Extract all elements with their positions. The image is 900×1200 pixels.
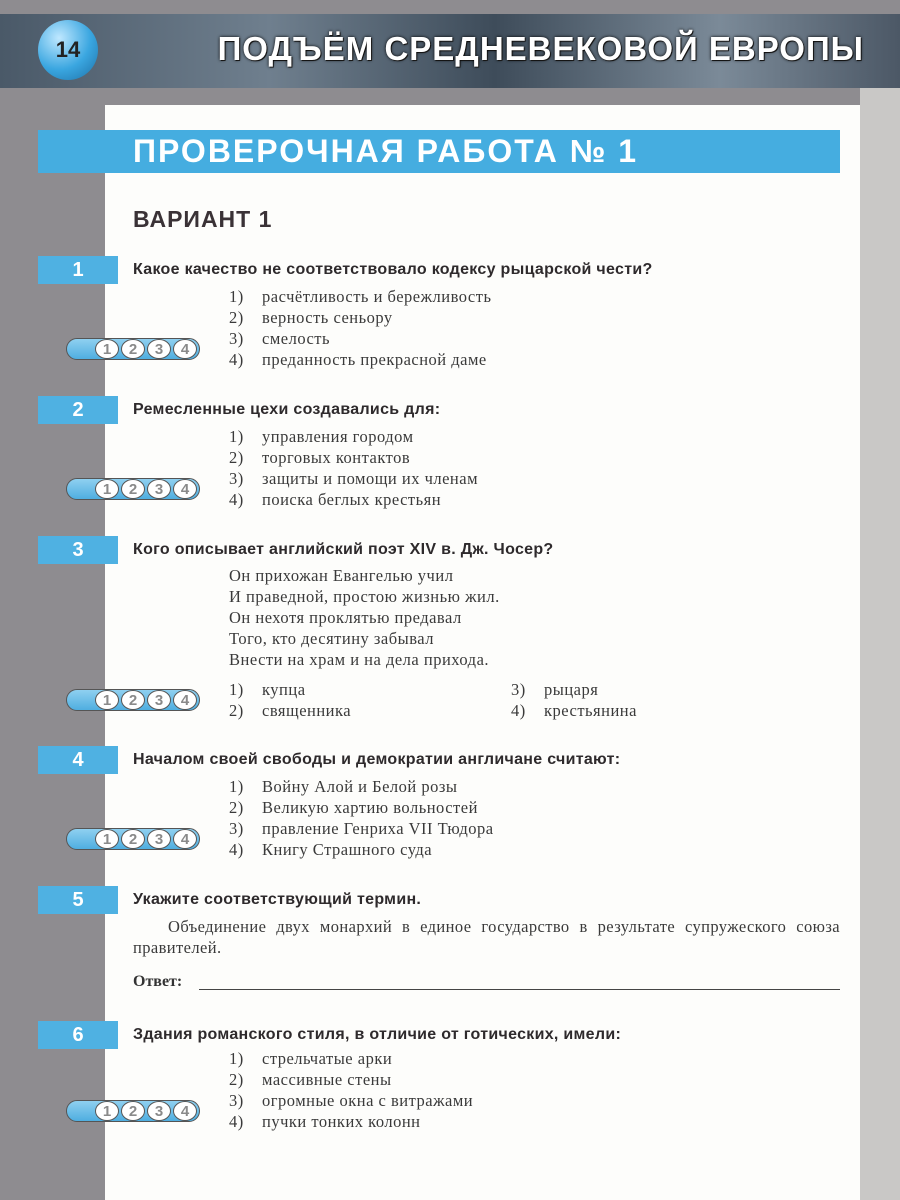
option-text: управления городом bbox=[262, 427, 414, 446]
option-number: 1) bbox=[229, 427, 244, 446]
option-text: Книгу Страшного суда bbox=[262, 840, 433, 859]
answer-input-line[interactable] bbox=[199, 989, 840, 990]
option-item bbox=[229, 818, 494, 839]
option-number: 4) bbox=[229, 1112, 244, 1131]
option-text: священника bbox=[262, 701, 352, 720]
option-item bbox=[229, 489, 478, 510]
answer-bubble-4[interactable]: 4 bbox=[173, 829, 197, 849]
option-item bbox=[229, 700, 351, 721]
option-item bbox=[229, 776, 494, 797]
answer-bubble-2[interactable]: 2 bbox=[121, 1101, 145, 1121]
poem-line: Он прихожан Евангелью учил bbox=[229, 566, 454, 585]
option-item bbox=[229, 468, 478, 489]
answer-bubble-3[interactable]: 3 bbox=[147, 690, 171, 710]
option-text: рыцаря bbox=[544, 680, 599, 699]
option-number: 4) bbox=[229, 490, 244, 509]
question-number: 3 bbox=[38, 536, 118, 564]
right-margin bbox=[860, 88, 900, 1200]
option-item bbox=[229, 426, 478, 447]
option-number: 4) bbox=[511, 701, 526, 720]
option-number: 3) bbox=[511, 680, 526, 699]
answer-bubbles bbox=[66, 338, 200, 360]
option-item bbox=[229, 679, 351, 700]
option-text: стрельчатые арки bbox=[262, 1049, 393, 1068]
answer-bubble-4[interactable]: 4 bbox=[173, 479, 197, 499]
question-number: 1 bbox=[38, 256, 118, 284]
option-item bbox=[229, 839, 494, 860]
question-number: 4 bbox=[38, 746, 118, 774]
option-number: 2) bbox=[229, 1070, 244, 1089]
option-text: защиты и помощи их членам bbox=[262, 469, 479, 488]
option-number: 3) bbox=[229, 1091, 244, 1110]
answer-bubble-3[interactable]: 3 bbox=[147, 1101, 171, 1121]
option-item bbox=[511, 700, 637, 721]
poem bbox=[229, 565, 500, 670]
question-number: 6 bbox=[38, 1021, 118, 1049]
option-number: 2) bbox=[229, 448, 244, 467]
title-bar bbox=[38, 130, 840, 173]
question-text: Кого описывает английский поэт XIV в. Дж. Чосер? bbox=[133, 541, 554, 558]
answer-bubbles bbox=[66, 828, 200, 850]
answer-bubble-1[interactable]: 1 bbox=[95, 829, 119, 849]
options-list bbox=[229, 679, 351, 721]
question-number: 5 bbox=[38, 886, 118, 914]
answer-bubble-4[interactable]: 4 bbox=[173, 690, 197, 710]
option-item bbox=[229, 1048, 473, 1069]
option-text: поиска беглых крестьян bbox=[262, 490, 442, 509]
option-item bbox=[511, 679, 637, 700]
answer-bubble-1[interactable]: 1 bbox=[95, 1101, 119, 1121]
variant-heading: ВАРИАНТ 1 bbox=[133, 206, 273, 232]
option-text: пучки тонких колонн bbox=[262, 1112, 421, 1131]
option-number: 3) bbox=[229, 819, 244, 838]
option-number: 1) bbox=[229, 287, 244, 306]
question-paragraph: Объединение двух монархий в единое государство в результате супружеского союза правителей. bbox=[133, 917, 840, 957]
answer-bubble-4[interactable]: 4 bbox=[173, 1101, 197, 1121]
answer-bubble-2[interactable]: 2 bbox=[121, 829, 145, 849]
answer-label: Ответ: bbox=[133, 973, 183, 990]
option-text: купца bbox=[262, 680, 306, 699]
option-item bbox=[229, 349, 491, 370]
option-item bbox=[229, 1090, 473, 1111]
answer-bubble-3[interactable]: 3 bbox=[147, 479, 171, 499]
option-text: смелость bbox=[262, 329, 331, 348]
option-number: 3) bbox=[229, 329, 244, 348]
option-text: расчётливость и бережливость bbox=[262, 287, 492, 306]
options-list bbox=[511, 679, 637, 721]
question-text: Укажите соответствующий термин. bbox=[133, 891, 422, 908]
option-number: 3) bbox=[229, 469, 244, 488]
option-number: 1) bbox=[229, 1049, 244, 1068]
option-item bbox=[229, 1111, 473, 1132]
answer-bubbles bbox=[66, 689, 200, 711]
option-text: Войну Алой и Белой розы bbox=[262, 777, 458, 796]
question-text: Здания романского стиля, в отличие от готических, имели: bbox=[133, 1026, 622, 1043]
option-text: Великую хартию вольностей bbox=[262, 798, 478, 817]
answer-bubbles bbox=[66, 478, 200, 500]
option-text: правление Генриха VII Тюдора bbox=[262, 819, 494, 838]
question-number: 2 bbox=[38, 396, 118, 424]
option-text: верность сеньору bbox=[262, 308, 393, 327]
chapter-title: ПОДЪЁМ СРЕДНЕВЕКОВОЙ ЕВРОПЫ bbox=[217, 30, 864, 67]
options-list bbox=[229, 286, 491, 370]
option-item bbox=[229, 307, 491, 328]
option-text: торговых контактов bbox=[262, 448, 411, 467]
option-item bbox=[229, 797, 494, 818]
question-text: Ремесленные цехи создавались для: bbox=[133, 401, 441, 418]
option-text: крестьянина bbox=[544, 701, 637, 720]
answer-bubble-1[interactable]: 1 bbox=[95, 479, 119, 499]
poem-line: Того, кто десятину забывал bbox=[229, 629, 434, 648]
answer-line bbox=[133, 973, 840, 991]
options-list bbox=[229, 1048, 473, 1132]
question-text: Какое качество не соответствовало кодексу рыцарской чести? bbox=[133, 261, 653, 278]
answer-bubble-1[interactable]: 1 bbox=[95, 339, 119, 359]
option-item bbox=[229, 328, 491, 349]
option-item bbox=[229, 286, 491, 307]
option-item bbox=[229, 1069, 473, 1090]
option-number: 4) bbox=[229, 350, 244, 369]
poem-line: Он нехотя проклятью предавал bbox=[229, 608, 462, 627]
option-text: огромные окна с витражами bbox=[262, 1091, 474, 1110]
answer-bubble-2[interactable]: 2 bbox=[121, 479, 145, 499]
option-text: массивные стены bbox=[262, 1070, 392, 1089]
option-number: 1) bbox=[229, 680, 244, 699]
answer-bubble-2[interactable]: 2 bbox=[121, 690, 145, 710]
question-text: Началом своей свободы и демократии англичане считают: bbox=[133, 751, 621, 768]
page-title: ПРОВЕРОЧНАЯ РАБОТА № 1 bbox=[133, 133, 639, 169]
option-number: 1) bbox=[229, 777, 244, 796]
option-number: 2) bbox=[229, 701, 244, 720]
answer-bubble-4[interactable]: 4 bbox=[173, 339, 197, 359]
poem-line: Внести на храм и на дела прихода. bbox=[229, 650, 490, 669]
answer-bubble-3[interactable]: 3 bbox=[147, 339, 171, 359]
answer-bubble-2[interactable]: 2 bbox=[121, 339, 145, 359]
page-number-badge: 14 bbox=[38, 20, 98, 80]
option-text: преданность прекрасной даме bbox=[262, 350, 487, 369]
options-list bbox=[229, 426, 478, 510]
option-number: 2) bbox=[229, 798, 244, 817]
option-item bbox=[229, 447, 478, 468]
answer-bubble-3[interactable]: 3 bbox=[147, 829, 171, 849]
option-number: 2) bbox=[229, 308, 244, 327]
option-number: 4) bbox=[229, 840, 244, 859]
answer-bubbles bbox=[66, 1100, 200, 1122]
options-list bbox=[229, 776, 494, 860]
answer-bubble-1[interactable]: 1 bbox=[95, 690, 119, 710]
poem-line: И праведной, простою жизнью жил. bbox=[229, 587, 500, 606]
